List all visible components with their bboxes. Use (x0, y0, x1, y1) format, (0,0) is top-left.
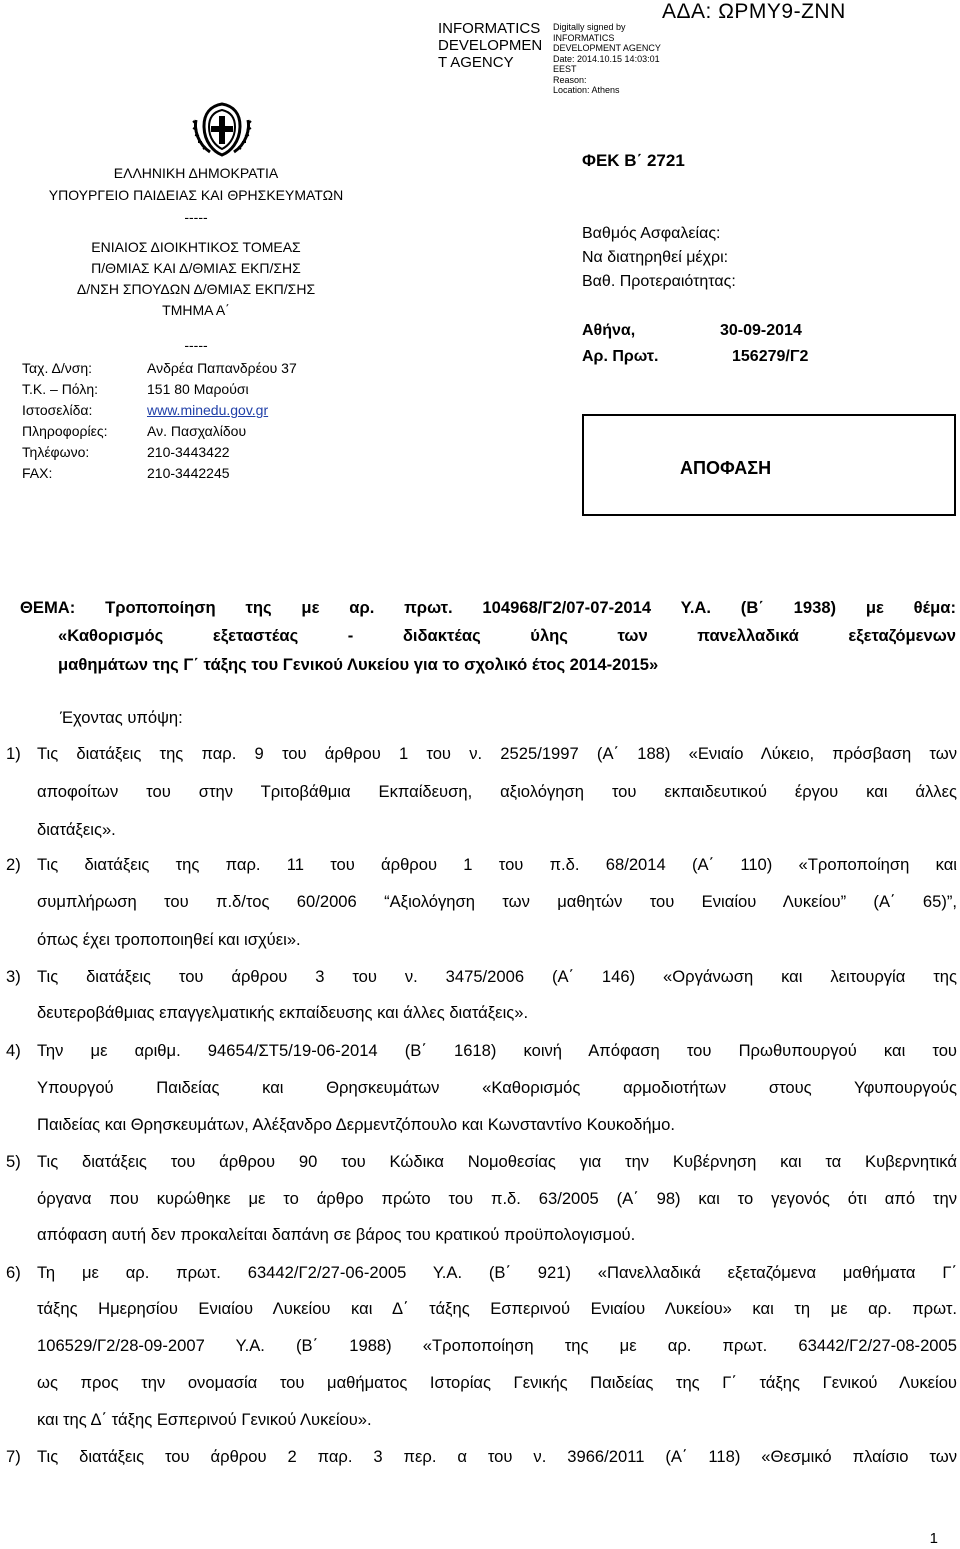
item-line: Τις διατάξεις του άρθρου 90 του Κώδικα Νομοθεσίας για την Κυβέρνηση και τα Κυβερνητικά (37, 1152, 957, 1171)
address-value: Ανδρέα Παπανδρέου 37 (147, 360, 297, 376)
item-number: 4) (6, 1041, 21, 1060)
item-line: δευτεροβάθμιας επαγγελματικής εκπαίδευσης και άλλες διατάξεις». (37, 1003, 529, 1022)
address-row (22, 423, 246, 439)
address-value: 210-3443422 (147, 444, 230, 460)
signature-org-line: T AGENCY (438, 54, 514, 71)
subject-line: ΘΕΜΑ: Τροποποίηση της με αρ. πρωτ. 104968/Γ2/07-07-2014 Υ.Α. (Β΄ 1938) με θέμα: (20, 598, 956, 617)
item-line: απόφαση αυτή δεν προκαλείται δαπάνη σε βάρος του κρατικού προϋπολογισμού. (37, 1225, 636, 1244)
signature-detail-line: Location: Athens (553, 85, 620, 95)
header-line: ----- (184, 209, 208, 225)
signature-detail-line: Reason: (553, 74, 587, 85)
item-number: 2) (6, 855, 21, 874)
item-number: 7) (6, 1447, 21, 1466)
security-level: Βαθμός Ασφαλείας: (582, 225, 721, 242)
signature-org-line: DEVELOPMEN (438, 37, 543, 54)
header-line: ΥΠΟΥΡΓΕΙΟ ΠΑΙΔΕΙΑΣ ΚΑΙ ΘΡΗΣΚΕΥΜΑΤΩΝ (48, 187, 344, 203)
address-row (22, 402, 268, 418)
subject-line: «Καθορισμός εξεταστέας - διδακτέας ύλης των πανελλαδικά εξεταζόμενων (58, 626, 956, 645)
item-number: 5) (6, 1152, 21, 1171)
address-label: Ταχ. Δ/νση: (22, 360, 93, 376)
ada-code: ΑΔΑ: ΩΡΜΥ9-ΖΝΝ (662, 0, 846, 23)
website-link[interactable]: www.minedu.gov.gr (147, 402, 269, 418)
priority-level: Βαθ. Προτεραιότητας: (582, 273, 736, 290)
header-line: Δ/ΝΣΗ ΣΠΟΥΔΩΝ Δ/ΘΜΙΑΣ ΕΚΠ/ΣΗΣ (76, 281, 316, 297)
signature-detail-line: DEVELOPMENT AGENCY (553, 43, 661, 53)
address-row (22, 360, 297, 376)
address-label: Τηλέφωνο: (22, 444, 90, 460)
item-number: 1) (6, 744, 21, 763)
item-line: όργανα που κυρώθηκε με το άρθρο πρώτο του π.δ. 63/2005 (Α΄ 98) και το γεγονός ότι από την (37, 1189, 957, 1208)
document-date: 30-09-2014 (720, 322, 802, 339)
signature-organization (438, 20, 548, 71)
address-label: Τ.Κ. – Πόλη: (22, 381, 99, 397)
address-label: Ιστοσελίδα: (22, 402, 93, 418)
item-number: 6) (6, 1263, 21, 1282)
item-line: Τις διατάξεις του άρθρου 3 του ν. 3475/2006 (Α΄ 146) «Οργάνωση και λειτουργία της (37, 967, 957, 986)
item-line: Τις διατάξεις του άρθρου 2 παρ. 3 περ. α του ν. 3966/2011 (Α΄ 118) «Θεσμικό πλαίσιο των (37, 1447, 957, 1466)
signature-detail-line: Digitally signed by (553, 22, 626, 32)
item-line: και της Δ΄ τάξης Εσπερινού Γενικού Λυκείου». (37, 1410, 372, 1429)
item-line: ως προς την ονομασία του μαθήματος Ιστορίας Γενικής Παιδείας της Γ΄ τάξης Γενικού Λυκείου (37, 1373, 957, 1392)
header-line: ΤΜΗΜΑ Α΄ (162, 302, 230, 318)
address-row (22, 444, 230, 460)
page-number: 1 (929, 1530, 938, 1547)
signature-detail-line: EEST (553, 64, 577, 74)
city-label: Αθήνα, (582, 322, 636, 339)
address-row (22, 381, 249, 397)
address-label: Πληροφορίες: (22, 423, 108, 439)
signature-details (553, 22, 693, 96)
item-line: Την με αριθμ. 94654/ΣΤ5/19-06-2014 (Β΄ 1618) κοινή Απόφαση του Πρωθυπουργού και του (37, 1041, 957, 1060)
fek-reference: ΦΕΚ Β΄ 2721 (582, 151, 685, 170)
protocol-label: Αρ. Πρωτ. (582, 348, 659, 365)
item-line: αποφοίτων του στην Τριτοβάθμια Εκπαίδευση, αξιολόγηση του εκπαιδευτικού έργου και άλλες (37, 782, 957, 801)
signature-org-line: INFORMATICS (438, 20, 541, 37)
address-value: 210-3442245 (147, 465, 230, 481)
item-number: 3) (6, 967, 21, 986)
header-line: ΕΝΙΑΙΟΣ ΔΙΟΙΚΗΤΙΚΟΣ ΤΟΜΕΑΣ (91, 239, 301, 255)
header-line: ΕΛΛΗΝΙΚΗ ΔΗΜΟΚΡΑΤΙΑ (113, 165, 279, 181)
header-line: Π/ΘΜΙΑΣ ΚΑΙ Δ/ΘΜΙΑΣ ΕΚΠ/ΣΗΣ (91, 260, 301, 276)
item-line: Τις διατάξεις της παρ. 11 του άρθρου 1 του π.δ. 68/2014 (Α΄ 110) «Τροποποίηση και (37, 855, 957, 874)
keep-until: Να διατηρηθεί μέχρι: (582, 249, 729, 266)
item-line: συμπλήρωση του π.δ/τος 60/2006 “Αξιολόγηση των μαθητών του Ενιαίου Λυκείου” (Α΄ 65)”, (37, 892, 957, 911)
item-line: τάξης Ημερησίου Ενιαίου Λυκείου και Δ΄ τάξης Εσπερινού Ενιαίου Λυκείου» και τη με αρ. πρωτ. (37, 1299, 957, 1318)
item-line: Τη με αρ. πρωτ. 63442/Γ2/27-06-2005 Υ.Α. (Β΄ 921) «Πανελλαδικά εξεταζόμενα μαθήματα Γ΄ (37, 1263, 957, 1282)
item-line: 106529/Γ2/28-09-2007 Υ.Α. (Β΄ 1988) «Τροποποίηση της με αρ. πρωτ. 63442/Γ2/27-08-2005 (37, 1336, 957, 1355)
signature-detail-line: INFORMATICS (553, 32, 615, 43)
item-line: Υπουργού Παιδείας και Θρησκευμάτων «Καθορισμός αρμοδιοτήτων στους Υφυπουργούς (37, 1078, 957, 1097)
header-line: ----- (184, 337, 208, 353)
subject-line: μαθημάτων της Γ΄ τάξης του Γενικού Λυκείου για το σχολικό έτος 2014-2015» (58, 655, 659, 674)
address-row (22, 465, 230, 481)
signature-detail-line: Date: 2014.10.15 14:03:01 (553, 53, 660, 64)
decision-title: ΑΠΟΦΑΣΗ (680, 458, 772, 478)
address-label: FAX: (22, 465, 53, 481)
considering-heading: Έχοντας υπόψη: (60, 708, 183, 727)
address-value: Αν. Πασχαλίδου (147, 423, 247, 439)
item-line: Τις διατάξεις της παρ. 9 του άρθρου 1 του ν. 2525/1997 (Α΄ 188) «Ενιαίο Λύκειο, πρόσβαση των (37, 744, 957, 763)
coat-of-arms-icon (190, 100, 254, 158)
item-line: όπως έχει τροποποιηθεί και ισχύει». (37, 930, 301, 949)
address-value: 151 80 Μαρούσι (147, 381, 249, 397)
protocol-number: 156279/Γ2 (732, 348, 809, 365)
item-line: διατάξεις». (37, 820, 116, 839)
item-line: Παιδείας και Θρησκευμάτων, Αλέξανδρο Δερμεντζόπουλο και Κωνσταντίνο Κουκοδήμο. (37, 1115, 676, 1134)
